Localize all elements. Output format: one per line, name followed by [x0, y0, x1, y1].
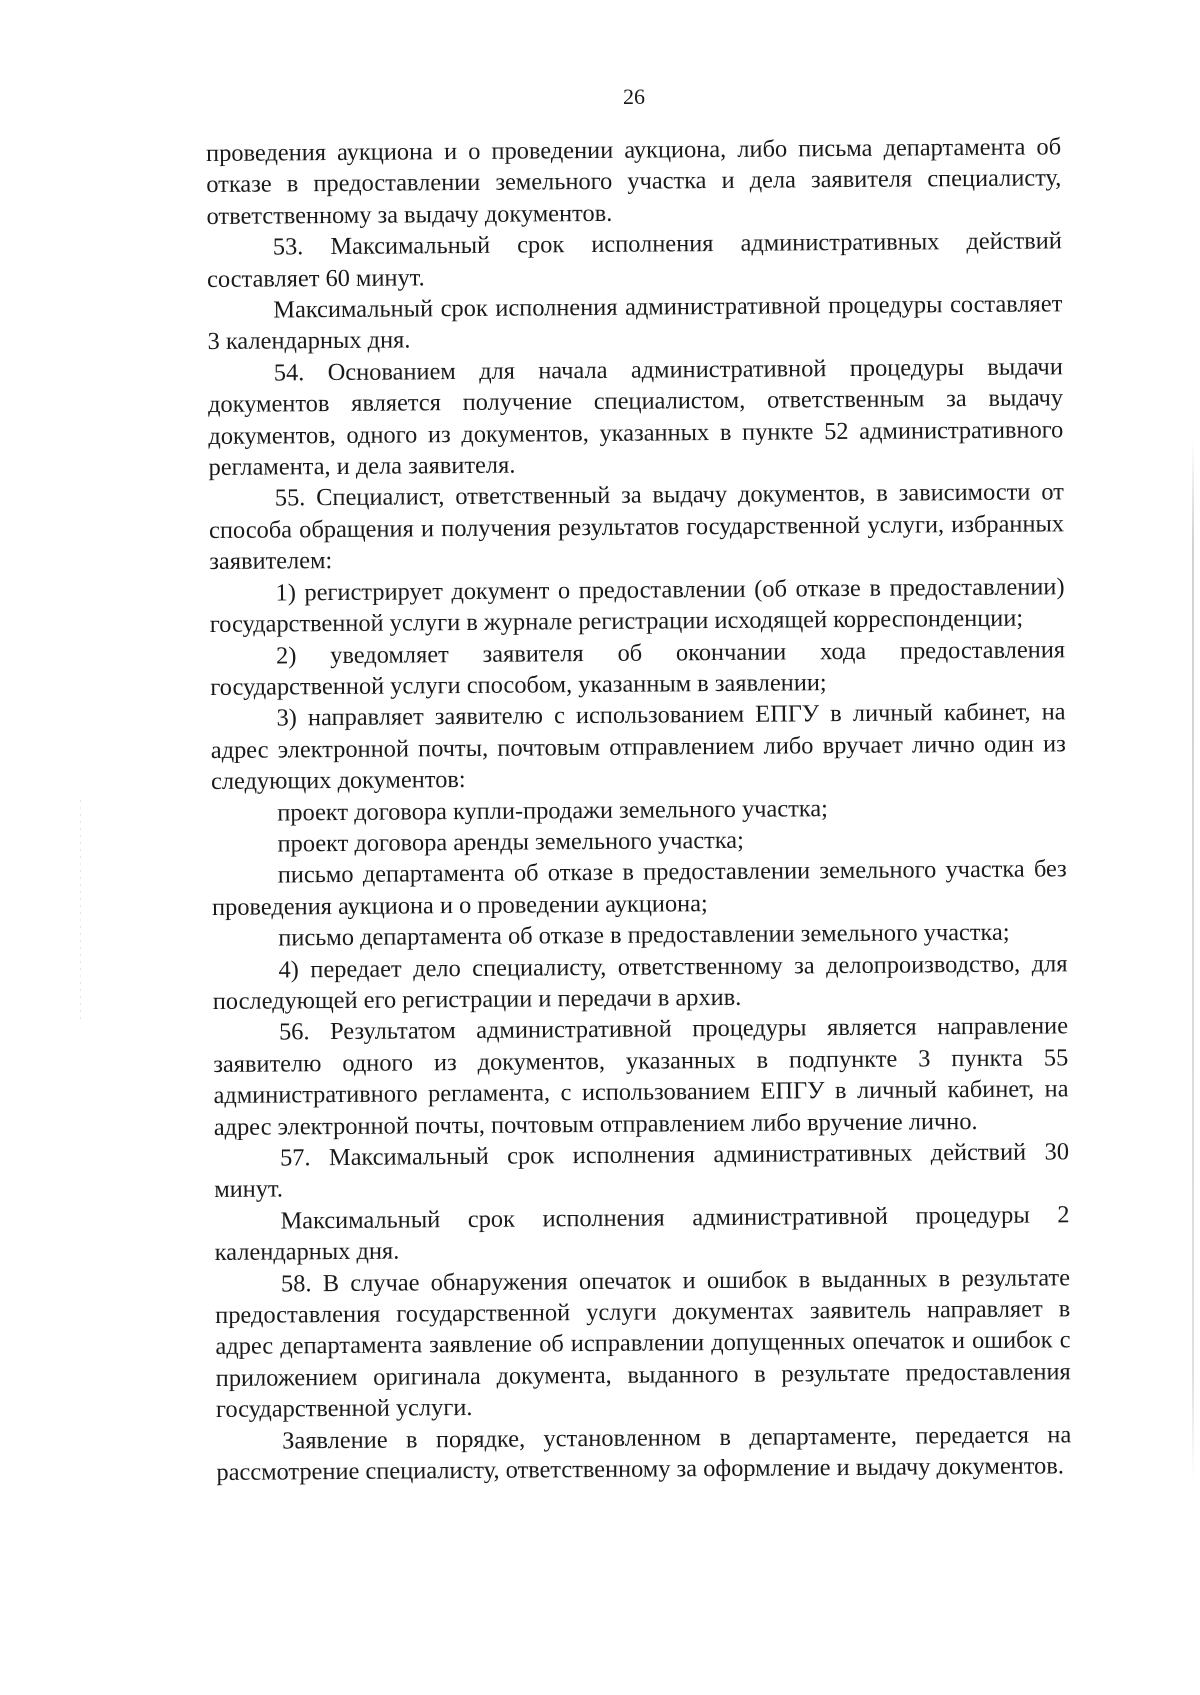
paragraph-continuation: проведения аукциона и о проведении аукциона, либо письма департамента об отказе в предоставлении земельного участка и дела заявителя специалисту, ответственному за выдачу документов.	[206, 133, 1062, 230]
paragraph-55: 55. Специалист, ответственный за выдачу документов, в зависимости от способа обращения и получения результатов государственной услуги, избранных заявителем:	[208, 478, 1065, 576]
paragraph-54: 54. Основанием для начала административной процедуры выдачи документов является получение специалистом, ответственным за выдачу документов, одного из документов, указанных в пункте 52 административного регламента, и дела заявителя.	[207, 353, 1064, 482]
scan-margin-marks	[80, 800, 81, 1020]
scan-edge-shadow	[1192, 440, 1194, 1480]
body-text	[206, 131, 1072, 1488]
paragraph-56: 56. Результатом административной процедуры является направление заявителю одного из документов, указанных в подпункте 3 пункта 55 административного регламента, с использованием ЕПГУ в личный кабинет, на адрес электронной почты, почтовым отправлением либо вручение лично.	[213, 1012, 1069, 1141]
document-list-item: проект договора купли-продажи земельного участка;	[277, 794, 828, 826]
paragraph-57: 57. Максимальный срок исполнения административных действий 30 минут.	[214, 1138, 1070, 1204]
paragraph-55-item-4: 4) передает дело специалисту, ответственному за делопроизводство, для последующей его регистрации и передачи в архив.	[212, 949, 1068, 1015]
paragraph-55-item-3: 3) направляет заявителю с использованием ЕПГУ в личный кабинет, на адрес электронной почты, почтовым отправлением либо вручает лично один из следующих документов:	[210, 698, 1066, 796]
paragraph-58: 58. В случае обнаружения опечаток и ошибок в выданных в результате предоставления государственной услуги документах заявитель направляет в адрес департамента заявление об исправлении допущенных опечаток и ошибок с приложением оригинала документа, выданного в результате предоставления государственной услуги.	[215, 1263, 1071, 1424]
paragraph-53: 53. Максимальный срок исполнения административных действий составляет 60 минут.	[207, 227, 1062, 293]
paragraph-58-statement: Заявление в порядке, установленном в департаменте, передается на рассмотрение специалисту, ответственному за оформление и выдачу документов.	[216, 1420, 1072, 1487]
paragraph-57-procedure-term: Максимальный срок исполнения административной процедуры 2 календарных дня.	[214, 1201, 1070, 1267]
paragraph-53-procedure-term: Максимальный срок исполнения административной процедуры составляет 3 календарных дня.	[207, 290, 1063, 356]
document-list-item: проект договора аренды земельного участка;	[277, 826, 744, 858]
document-list-item: письмо департамента об отказе в предоставлении земельного участка;	[278, 918, 1010, 952]
document-list-item: письмо департамента об отказе в предоставлении земельного участка без проведения аукциона и о проведении аукциона;	[211, 855, 1067, 921]
paragraph-55-item-1: 1) регистрирует документ о предоставлении (об отказе в предоставлении) государственной услуги в журнале регистрации исходящей корреспонденции;	[209, 572, 1065, 639]
page-number: 26	[623, 84, 645, 109]
paragraph-55-item-2: 2) уведомляет заявителя об окончании хода предоставления государственной услуги способом, указанным в заявлении;	[210, 635, 1066, 701]
